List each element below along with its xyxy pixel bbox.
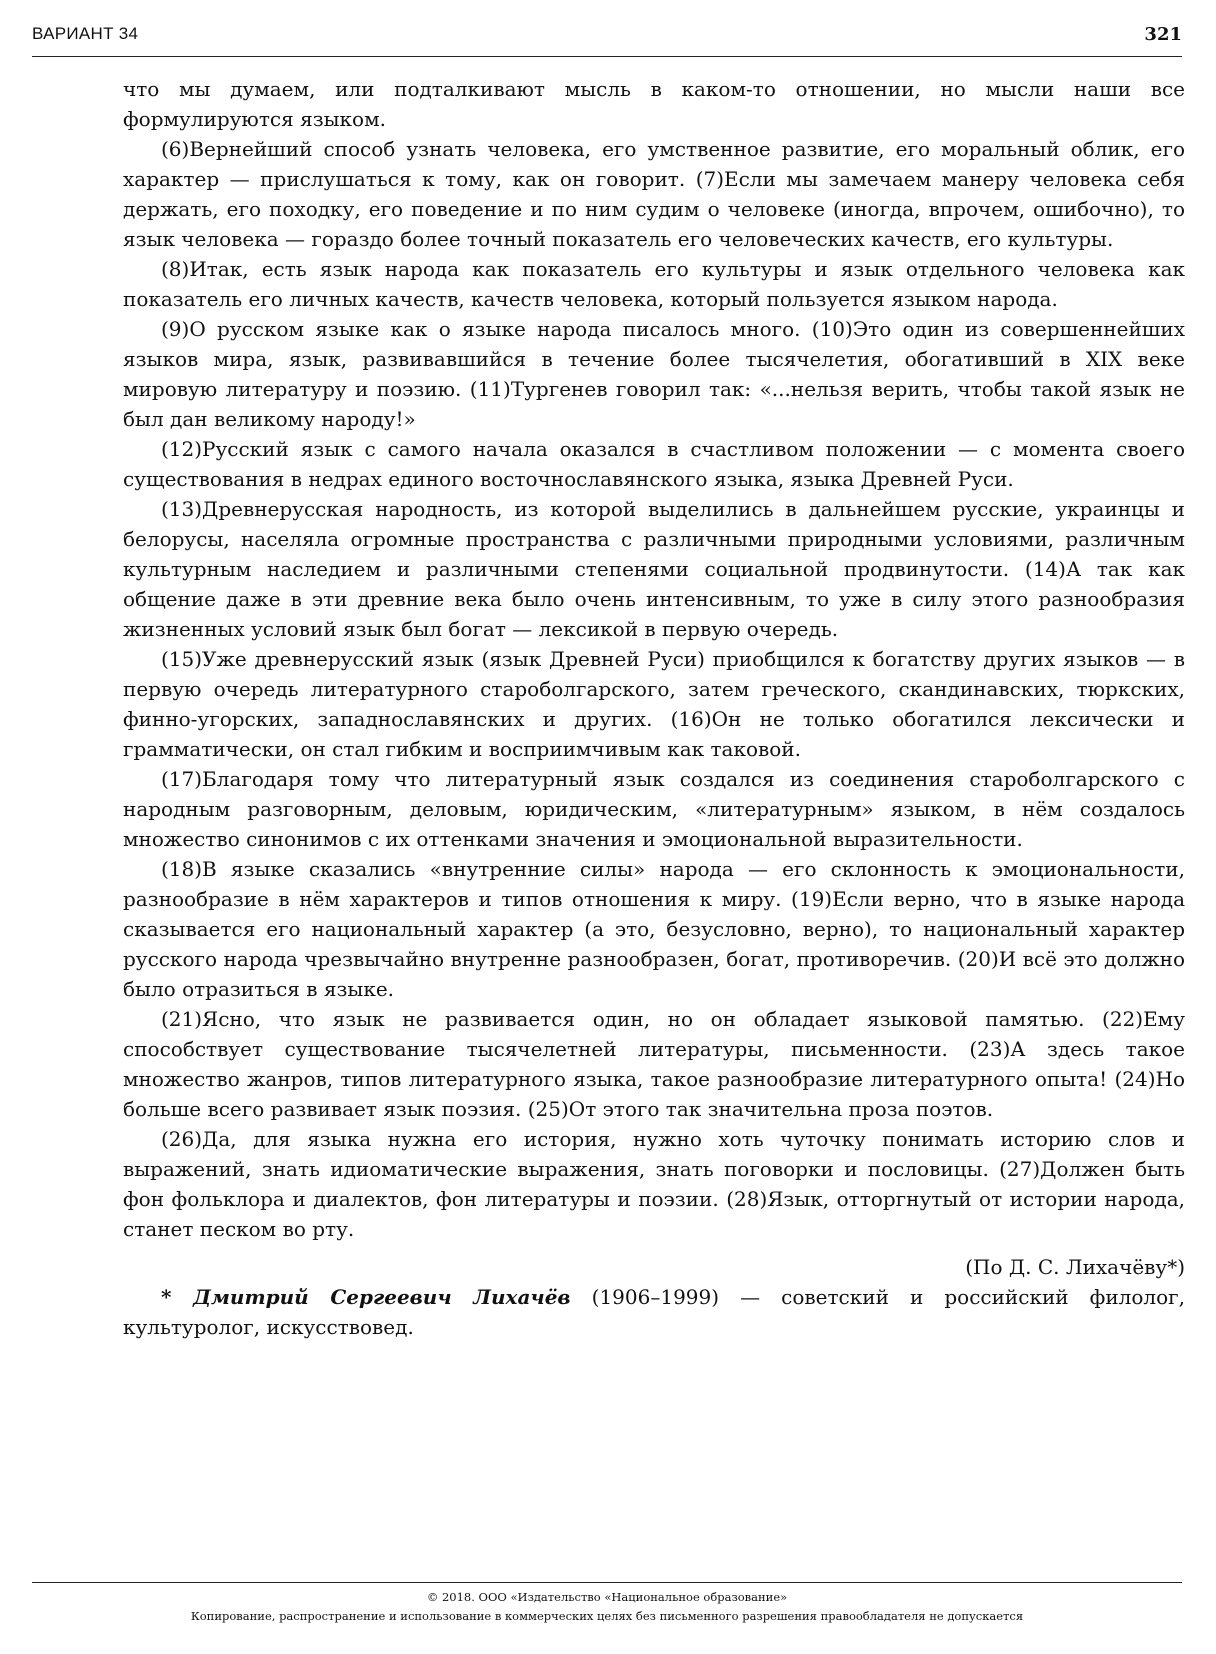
paragraph: (13)Древнерусская народность, из которой выделились в дальнейшем русские, украинцы и белорусы, населяла огромные пространства с различными природными условиями, различным культурным наследием и различными степенями социальной продвинутости. (14)А так как общение даже в эти древние века было очень интенсивным, то уже в силу этого разнообразия жизненных условий язык был богат — лексикой в первую очередь. bbox=[123, 497, 1185, 641]
footnote-description: (1906–1999) — советский и российский филолог, культуролог, искусствовед. bbox=[123, 1285, 1185, 1339]
page-header bbox=[32, 22, 1182, 58]
paragraph: (9)О русском языке как о языке народа писалось много. (10)Это один из совершеннейших языков мира, язык, развивавшийся в течение более тысячелетия, обогативший в XIX веке мировую литературу и поэзию. (11)Тургенев говорил так: «...нельзя верить, чтобы такой язык не был дан великому народу!» bbox=[123, 317, 1185, 431]
legal-notice: Копирование, распространение и использование в коммерческих целях без письменного разрешения правообладателя не допускается bbox=[190, 1609, 1024, 1623]
variant-title: ВАРИАНТ 34 bbox=[32, 24, 139, 43]
page-number: 321 bbox=[1144, 24, 1182, 45]
footnote bbox=[123, 1282, 1185, 1342]
header-divider bbox=[32, 56, 1182, 57]
footer-divider bbox=[32, 1582, 1182, 1583]
author-attribution: (По Д. С. Лихачёву*) bbox=[965, 1255, 1185, 1279]
paragraph: (26)Да, для языка нужна его история, нужно хоть чуточку понимать историю слов и выражений, знать идиоматические выражения, знать поговорки и пословицы. (27)Должен быть фон фольклора и диалектов, фон литературы и поэзии. (28)Язык, отторгнутый от истории народа, станет песком во рту. bbox=[123, 1127, 1185, 1241]
footnote-name: * Дмитрий Сергеевич Лихачёв bbox=[161, 1285, 571, 1309]
paragraph: (21)Ясно, что язык не развивается один, но он обладает языковой памятью. (22)Ему способствует существование тысячелетней литературы, письменности. (23)А здесь такое множество жанров, типов литературного языка, такое разнообразие литературного опыта! (24)Но больше всего развивает язык поэзия. (25)От этого так значительна проза поэтов. bbox=[123, 1007, 1185, 1121]
copyright-notice: © 2018. ООО «Издательство «Национальное образование» bbox=[426, 1590, 788, 1604]
paragraph: (8)Итак, есть язык народа как показатель его культуры и язык отдельного человека как показатель его личных качеств, качеств человека, который пользуется языком народа. bbox=[123, 257, 1185, 311]
paragraph: (12)Русский язык с самого начала оказался в счастливом положении — с момента своего существования в недрах единого восточнославянского языка, языка Древней Руси. bbox=[123, 437, 1185, 491]
text-body bbox=[123, 74, 1185, 1342]
paragraph: (18)В языке сказались «внутренние силы» народа — его склонность к эмоциональности, разнообразие в нём характеров и типов отношения к миру. (19)Если верно, что в языке народа сказывается его национальный характер (а это, безусловно, верно), то национальный характер русского народа чрезвычайно внутренне разнообразен, богат, противоречив. (20)И всё это должно было отразиться в языке. bbox=[123, 857, 1185, 1001]
paragraph: что мы думаем, или подталкивают мысль в каком-то отношении, но мысли наши все формулируются языком. bbox=[123, 77, 1185, 131]
paragraph: (17)Благодаря тому что литературный язык создался из соединения староболгарского с народным разговорным, деловым, юридическим, «литературным» языком, в нём создалось множество синонимов с их оттенками значения и эмоциональной выразительности. bbox=[123, 767, 1185, 851]
paragraph: (15)Уже древнерусский язык (язык Древней Руси) приобщился к богатству других языков — в первую очередь литературного староболгарского, затем греческого, скандинавских, тюркских, финно-угорских, западнославянских и других. (16)Он не только обогатился лексически и грамматически, он стал гибким и восприимчивым как таковой. bbox=[123, 647, 1185, 761]
paragraph: (6)Вернейший способ узнать человека, его умственное развитие, его моральный облик, его характер — прислушаться к тому, как он говорит. (7)Если мы замечаем манеру человека себя держать, его походку, его поведение и по ним судим о человеке (иногда, впрочем, ошибочно), то язык человека — гораздо более точный показатель его человеческих качеств, его культуры. bbox=[123, 137, 1185, 251]
